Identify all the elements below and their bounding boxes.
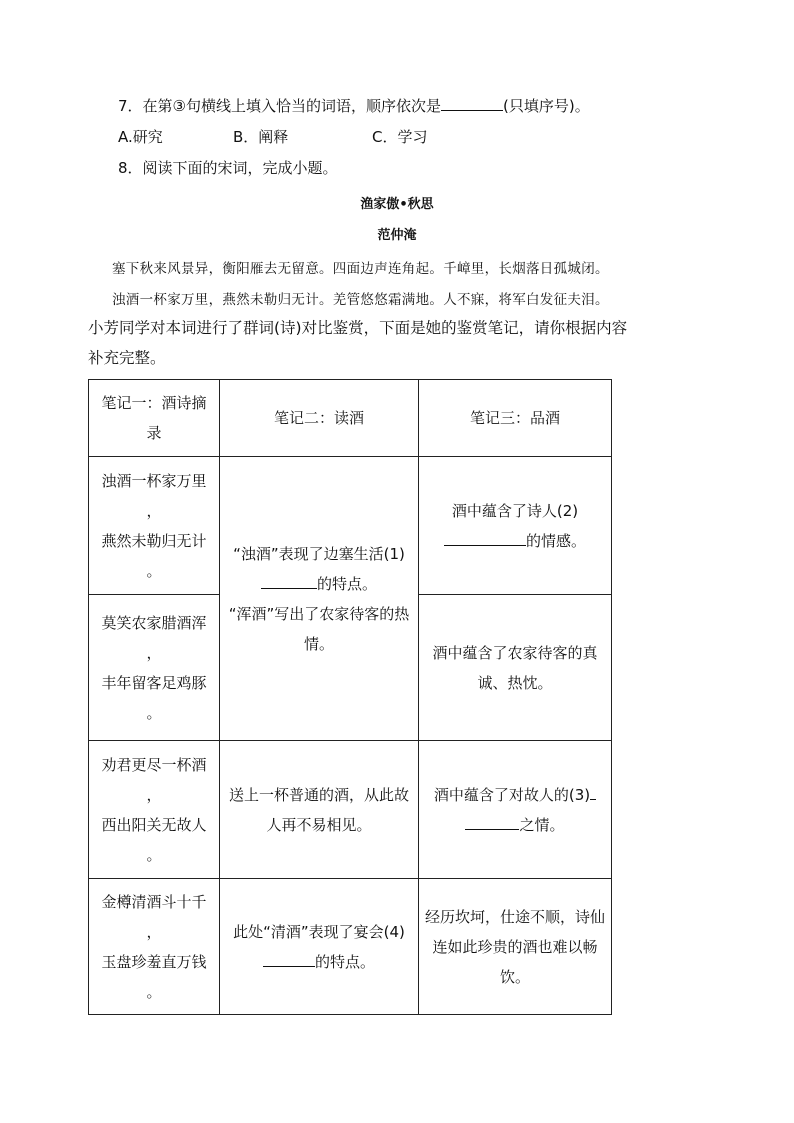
answer-blank-cont[interactable] <box>465 815 519 830</box>
taste-cell: 经历坎坷，仕途不顺，诗仙连如此珍贵的酒也难以畅饮。 <box>419 879 612 1015</box>
poem-line-b: 丰年留客足鸡豚 <box>101 673 207 692</box>
question-7-prefix: 7．在第③句横线上填入恰当的词语，顺序依次是 <box>118 97 441 115</box>
poem-line-a: 浊酒一杯家万里 <box>101 471 207 490</box>
read-note-post: 的特点。 <box>314 952 375 971</box>
period: 。 <box>146 982 162 1001</box>
excerpt-cell <box>89 741 220 879</box>
taste-cell: 酒中蕴含了农家待客的真诚、热忱。 <box>419 595 612 741</box>
excerpt-cell <box>89 879 220 1015</box>
taste-note-post: 之情。 <box>519 815 565 834</box>
read-note-1-pre: “浊酒”表现了边塞生活(1) <box>233 544 405 563</box>
poem-line-a: 劝君更尽一杯酒 <box>101 755 207 774</box>
table-row <box>89 457 612 595</box>
poem-title: 渔家傲•秋思 <box>360 197 434 212</box>
read-cell <box>220 879 419 1015</box>
read-note-1-post: 的特点。 <box>316 574 377 593</box>
period: 。 <box>146 703 162 722</box>
read-note-pre: 此处“清酒”表现了宴会(4) <box>233 922 405 941</box>
answer-blank[interactable] <box>441 96 503 111</box>
header-excerpt: 笔记一：酒诗摘录 <box>89 380 220 457</box>
poem-author: 范仲淹 <box>377 228 417 243</box>
header-read: 笔记二：读酒 <box>220 380 419 457</box>
answer-blank-cont[interactable] <box>504 531 526 546</box>
comma: ， <box>146 501 162 520</box>
header-taste: 笔记三：品酒 <box>419 380 612 457</box>
poem-line-b: 玉盘珍羞直万钱 <box>101 952 207 971</box>
table-header-row <box>89 380 612 457</box>
poem-line-1: 塞下秋来风景异，衡阳雁去无留意。四面边声连角起。千嶂里，长烟落日孤城闭。 <box>112 261 609 277</box>
comma: ， <box>146 785 162 804</box>
notes-table <box>88 379 612 1015</box>
read-note-2: “浑酒”写出了农家待客的热情。 <box>228 604 410 653</box>
period: 。 <box>146 845 162 864</box>
poem-line-b: 西出阳关无故人 <box>101 815 207 834</box>
read-cell: 送上一杯普通的酒，从此故人再不易相见。 <box>220 741 419 879</box>
answer-blank[interactable] <box>263 952 315 967</box>
answer-blank[interactable] <box>444 531 504 546</box>
poem-line-2: 浊酒一杯家万里，燕然未勒归无计。羌管悠悠霜满地。人不寐，将军白发征夫泪。 <box>112 292 609 308</box>
read-note-1 <box>226 539 412 599</box>
poem-line-a: 莫笑农家腊酒浑 <box>101 613 207 632</box>
option-a: A.研究 <box>118 128 163 146</box>
answer-blank[interactable] <box>590 785 596 800</box>
intro-paragraph: 小芳同学对本词进行了群词(诗)对比鉴赏，下面是她的鉴赏笔记，请你根据内容补充完整。 <box>88 319 628 367</box>
excerpt-cell <box>89 595 220 741</box>
option-b: B．阐释 <box>233 128 289 146</box>
table-row <box>89 879 612 1015</box>
answer-blank[interactable] <box>261 574 317 589</box>
table-row <box>89 741 612 879</box>
comma: ， <box>146 922 162 941</box>
taste-cell <box>419 741 612 879</box>
merged-read-cell <box>220 457 419 741</box>
excerpt-cell <box>89 457 220 595</box>
poem-line-a: 金樽清酒斗十千 <box>101 892 207 911</box>
taste-cell <box>419 457 612 595</box>
taste-note-pre: 酒中蕴含了对故人的(3) <box>433 785 591 804</box>
comma: ， <box>146 643 162 662</box>
poem-line-b: 燕然未勒归无计 <box>101 531 207 550</box>
taste-note-pre: 酒中蕴含了诗人(2) <box>451 501 579 520</box>
question-8: 8．阅读下面的宋词，完成小题。 <box>118 159 338 177</box>
period: 。 <box>146 561 162 580</box>
question-7 <box>118 96 590 116</box>
taste-note-post: 的情感。 <box>525 531 586 550</box>
option-c: C．学习 <box>372 128 428 146</box>
question-7-suffix: (只填序号)。 <box>503 97 590 115</box>
